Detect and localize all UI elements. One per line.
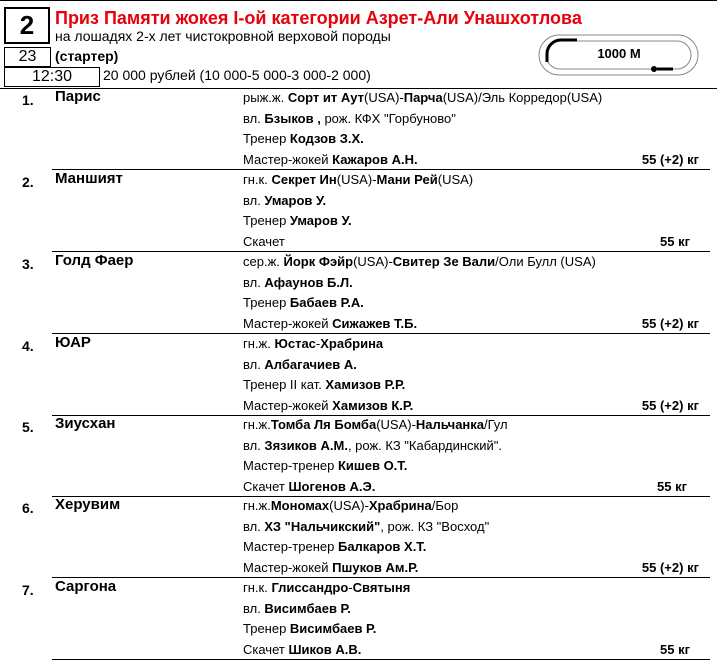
info-label: Мастер-тренер — [243, 539, 338, 554]
entry-info-line — [243, 417, 508, 432]
entry-info-line — [243, 498, 458, 513]
entry-info-line — [243, 621, 376, 636]
starter-label: (стартер) — [55, 48, 119, 64]
info-value: Шиков А.В. — [288, 641, 362, 657]
info-label: - — [348, 580, 353, 595]
info-label: Тренер — [243, 213, 290, 228]
info-label: Тренер II кат. — [243, 377, 326, 392]
horse-name: Саргона — [55, 578, 117, 595]
info-label: вл. — [243, 192, 265, 208]
info-label: (USA)/Эль Корредор(USA) — [442, 90, 603, 105]
info-label: Мастер-жокей — [243, 151, 333, 167]
entry-info-line — [243, 519, 489, 534]
horse-name: Зиусхан — [55, 415, 116, 432]
weight-label: 55 (+2) кг — [641, 397, 699, 413]
track-diagram-icon — [537, 32, 700, 78]
entry-info-line — [243, 357, 357, 372]
entry-number: 3. — [22, 256, 34, 272]
entry-divider — [52, 415, 710, 416]
info-value: Томба Ля Бомба — [270, 417, 377, 432]
horse-name: Парис — [55, 88, 101, 105]
info-label: гн.к. — [243, 172, 272, 187]
info-value: Афаунов Б.Л. — [264, 274, 353, 290]
info-value: Умаров У. — [289, 213, 352, 228]
info-label: Мастер-жокей — [243, 559, 333, 575]
info-value: Висимбаев Р. — [289, 621, 377, 636]
info-label: рож. КФХ "Горбуново" — [320, 110, 456, 126]
info-label: гн.к. — [243, 580, 272, 595]
entry-info-line — [243, 458, 407, 473]
info-label: Мастер-тренер — [243, 458, 338, 473]
info-label: (USA)- — [376, 417, 416, 432]
entry-divider — [52, 496, 710, 497]
info-label: (USA) — [437, 172, 474, 187]
weight-label: 55 (+2) кг — [641, 559, 699, 575]
info-value: Хамизов К.Р. — [332, 397, 414, 413]
info-value: Бабаев Р.А. — [289, 295, 364, 310]
race-subtitle: на лошадях 2-х лет чистокровной верховой породы — [55, 28, 391, 44]
weight-label: 55 (+2) кг — [641, 315, 699, 331]
weight-label: 55 кг — [660, 641, 690, 657]
distance-label: 1000 М — [597, 46, 641, 61]
info-label: Скачет — [243, 233, 285, 249]
info-value: Кишев О.Т. — [337, 458, 408, 473]
info-label: вл. — [243, 110, 265, 126]
entry-info-line — [243, 295, 364, 310]
race-time: 12:30 — [4, 67, 100, 87]
info-value: Храбрина — [368, 498, 432, 513]
entry-info-line — [243, 398, 413, 413]
entry-info-line — [243, 316, 417, 331]
entry-info-line — [243, 438, 502, 453]
info-label: гн.ж. — [243, 336, 275, 351]
info-label: Тренер — [243, 295, 290, 310]
entry-info-line — [243, 580, 410, 595]
entry-number: 7. — [22, 582, 34, 598]
info-label: (USA)- — [353, 254, 393, 269]
entry-divider — [52, 251, 710, 252]
info-value: Йорк Фэйр — [283, 254, 354, 269]
info-label: , рож. КЗ "Восход" — [380, 518, 490, 534]
info-value: Парча — [403, 90, 443, 105]
info-label: гн.ж. — [243, 417, 271, 432]
info-label: сер.ж. — [243, 254, 284, 269]
info-value: Кодзов З.Х. — [289, 131, 364, 146]
entry-info-line — [243, 560, 418, 575]
horse-name: Херувим — [55, 496, 121, 513]
entry-number: 5. — [22, 419, 34, 435]
entry-info-line — [243, 213, 352, 228]
info-value: Висимбаев Р. — [264, 600, 351, 616]
info-value: Мани Рей — [376, 172, 438, 187]
info-label: Мастер-жокей — [243, 397, 333, 413]
info-value: Албагачиев А. — [264, 356, 357, 372]
info-label: гн.ж. — [243, 498, 271, 513]
info-value: Сижажев Т.Б. — [332, 315, 418, 331]
info-label: вл. — [243, 600, 265, 616]
info-value: Зязиков А.М. — [264, 437, 348, 453]
entry-info-line — [243, 234, 285, 249]
info-label: (USA)- — [336, 172, 377, 187]
horse-name: Маншият — [55, 170, 123, 187]
horse-name: ЮАР — [55, 334, 91, 351]
info-label: (USA)- — [329, 498, 369, 513]
info-value: Пшуков Ам.Р. — [332, 559, 419, 575]
info-value: Балкаров Х.Т. — [337, 539, 427, 554]
info-label: Тренер — [243, 621, 290, 636]
info-value: Шогенов А.Э. — [288, 478, 376, 494]
info-value: Святыня — [352, 580, 411, 595]
info-label: Скачет — [243, 641, 289, 657]
info-label: /Оли Булл (USA) — [495, 254, 596, 269]
info-label: вл. — [243, 518, 265, 534]
entry-number: 1. — [22, 92, 34, 108]
info-label: вл. — [243, 274, 265, 290]
weight-label: 55 кг — [657, 478, 687, 494]
info-value: Кажаров А.Н. — [332, 151, 418, 167]
info-label: вл. — [243, 356, 265, 372]
info-value: ХЗ "Нальчикский" — [264, 518, 381, 534]
entry-info-line — [243, 152, 418, 167]
info-label: /Бор — [431, 498, 459, 513]
info-value: Бзыков , — [264, 110, 321, 126]
entry-info-line — [243, 254, 596, 269]
horse-name: Голд Фаер — [55, 252, 134, 269]
race-header — [0, 0, 717, 89]
info-label: Мастер-жокей — [243, 315, 333, 331]
race-number: 2 — [4, 7, 50, 44]
entry-info-line — [243, 377, 405, 392]
entry-info-line — [243, 479, 375, 494]
prize-money: 20 000 рублей (10 000-5 000-3 000-2 000) — [103, 67, 371, 83]
entry-info-line — [243, 172, 473, 187]
entry-divider — [52, 659, 710, 660]
starter-number: 23 — [4, 47, 51, 67]
info-value: Свитер Зе Вали — [392, 254, 496, 269]
weight-label: 55 кг — [660, 233, 690, 249]
entry-info-line — [243, 90, 602, 105]
info-value: Нальчанка — [415, 417, 485, 432]
info-label: вл. — [243, 437, 265, 453]
entry-info-line — [243, 131, 364, 146]
info-value: Секрет Ин — [271, 172, 337, 187]
entry-divider — [52, 333, 710, 334]
info-label: /Гул — [484, 417, 508, 432]
entry-info-line — [243, 275, 353, 290]
weight-label: 55 (+2) кг — [641, 151, 699, 167]
entry-divider — [52, 577, 710, 578]
entry-info-line — [243, 111, 456, 126]
info-label: Тренер — [243, 131, 290, 146]
entry-info-line — [243, 601, 351, 616]
info-value: Мономах — [270, 498, 330, 513]
entry-number: 2. — [22, 174, 34, 190]
info-value: Хамизов Р.Р. — [325, 377, 406, 392]
info-label: Скачет — [243, 478, 289, 494]
entry-number: 6. — [22, 500, 34, 516]
info-label: (USA)- — [364, 90, 404, 105]
entry-info-line — [243, 539, 426, 554]
entry-info-line — [243, 642, 361, 657]
race-title: Приз Памяти жокея I-ой категории Азрет-Али Унашхотлова — [55, 8, 582, 28]
info-value: Умаров У. — [264, 192, 327, 208]
info-label: рыж.ж. — [243, 90, 288, 105]
entry-number: 4. — [22, 338, 34, 354]
info-label: - — [315, 336, 321, 351]
entry-info-line — [243, 193, 326, 208]
info-value: Храбрина — [320, 336, 384, 351]
info-value: Юстас — [274, 336, 316, 351]
entry-divider — [52, 169, 710, 170]
info-label: , рож. КЗ "Кабардинский". — [347, 437, 502, 453]
entry-info-line — [243, 336, 383, 351]
info-value: Сорт ит Аут — [287, 90, 365, 105]
info-value: Глиссандро — [271, 580, 349, 595]
